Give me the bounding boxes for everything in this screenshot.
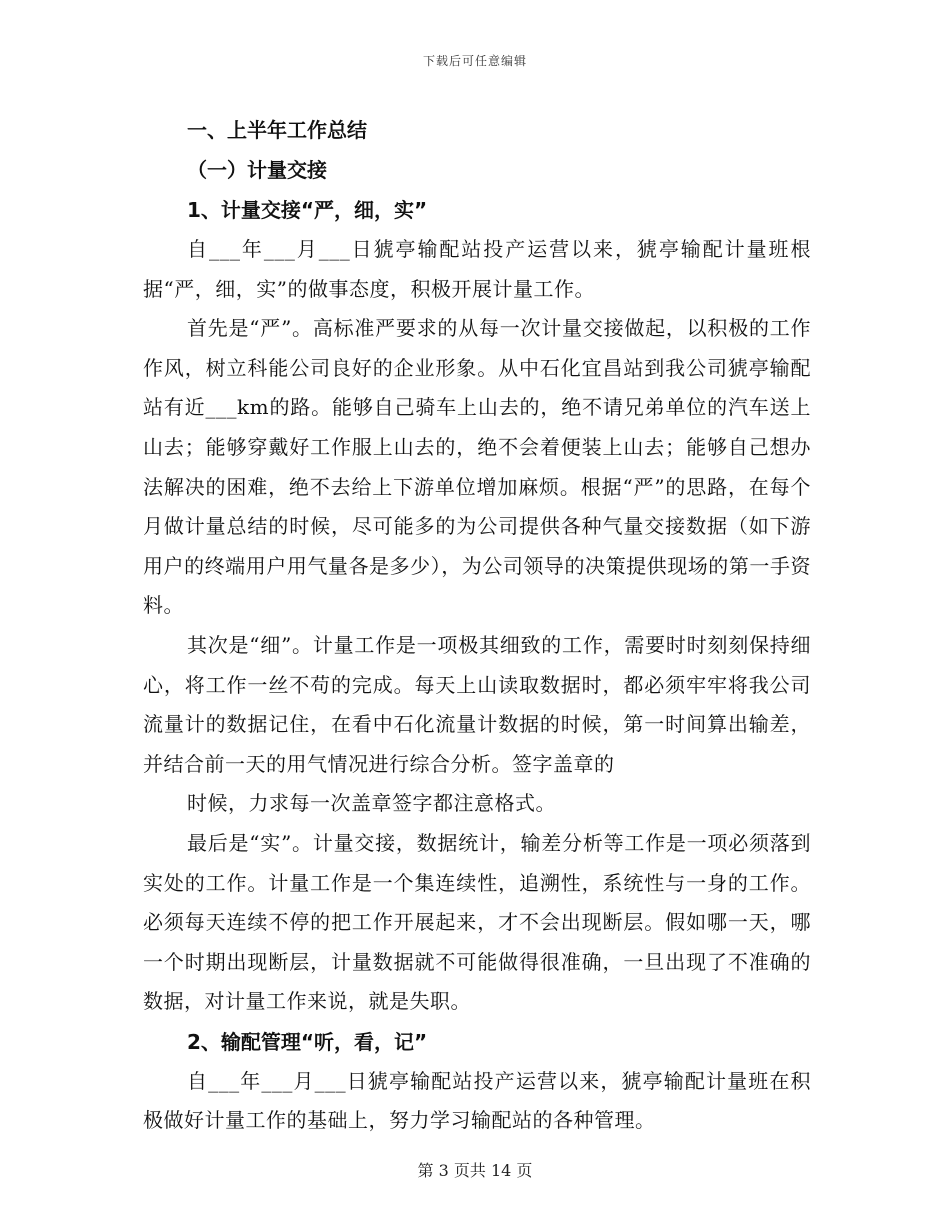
paragraph-strict: 首先是“严”。高标准严要求的从每一次计量交接做起，以积极的工作作风，树立科能公司良好的企业形象。从中石化宜昌站到我公司猇亭输配站有近___km的路。能够自己骑车上山去的，绝不请兄弟单位的汽车送上山去；能够穿戴好工作服上山去的，绝不会着便装上山去；能够自己想办法解决的困难，绝不去给上下游单位增加麻烦。根据“严”的思路，在每个月做计量总结的时候，尽可能多的为公司提供各种气量交接数据（如下游用户的终端用户用气量各是多少），为公司领导的决策提供现场的第一手资料。: [143, 316, 811, 618]
paragraph-distribution-intro: 自___年___月___日猇亭输配站投产运营以来，猇亭输配计量班在积极做好计量工作的基础上，努力学习输配站的各种管理。: [143, 1068, 811, 1133]
document-body: [143, 110, 811, 1141]
paragraph-fine-continued: 时候，力求每一次盖章签字都注意格式。: [187, 791, 556, 816]
item-heading-strict-fine-solid: 1、计量交接“严，细，实”: [187, 198, 428, 222]
page-number-footer: 第 3 页共 14 页: [417, 1161, 533, 1180]
paragraph-fine: 其次是“细”。计量工作是一项极其细致的工作，需要时时刻刻保持细心，将工作一丝不苟的完成。每天上山读取数据时，都必须牢牢将我公司流量计的数据记住，在看中石化流量计数据的时候，第一时间算出输差，并结合前一天的用气情况进行综合分析。签字盖章的: [143, 632, 811, 776]
item-heading-distribution-management: 2、输配管理“听，看，记”: [187, 1029, 428, 1054]
paragraph-solid: 最后是“实”。计量交接，数据统计，输差分析等工作是一项必须落到实处的工作。计量工作是一个集连续性，追溯性，系统性与一身的工作。必须每天连续不停的把工作开展起来，才不会出现断层。假如哪一天，哪一个时期出现断层，计量数据就不可能做得很准确，一旦出现了不准确的数据，对计量工作来说，就是失职。: [143, 830, 811, 1014]
page-header-note: 下载后可任意编辑: [422, 54, 527, 68]
section-heading-first-half-summary: 一、上半年工作总结: [187, 118, 367, 142]
paragraph-intro: 自___年___月___日猇亭输配站投产运营以来，猇亭输配计量班根据“严，细，实”的做事态度，积极开展计量工作。: [143, 237, 811, 301]
subsection-heading-metering-handover: （一）计量交接: [187, 158, 327, 182]
